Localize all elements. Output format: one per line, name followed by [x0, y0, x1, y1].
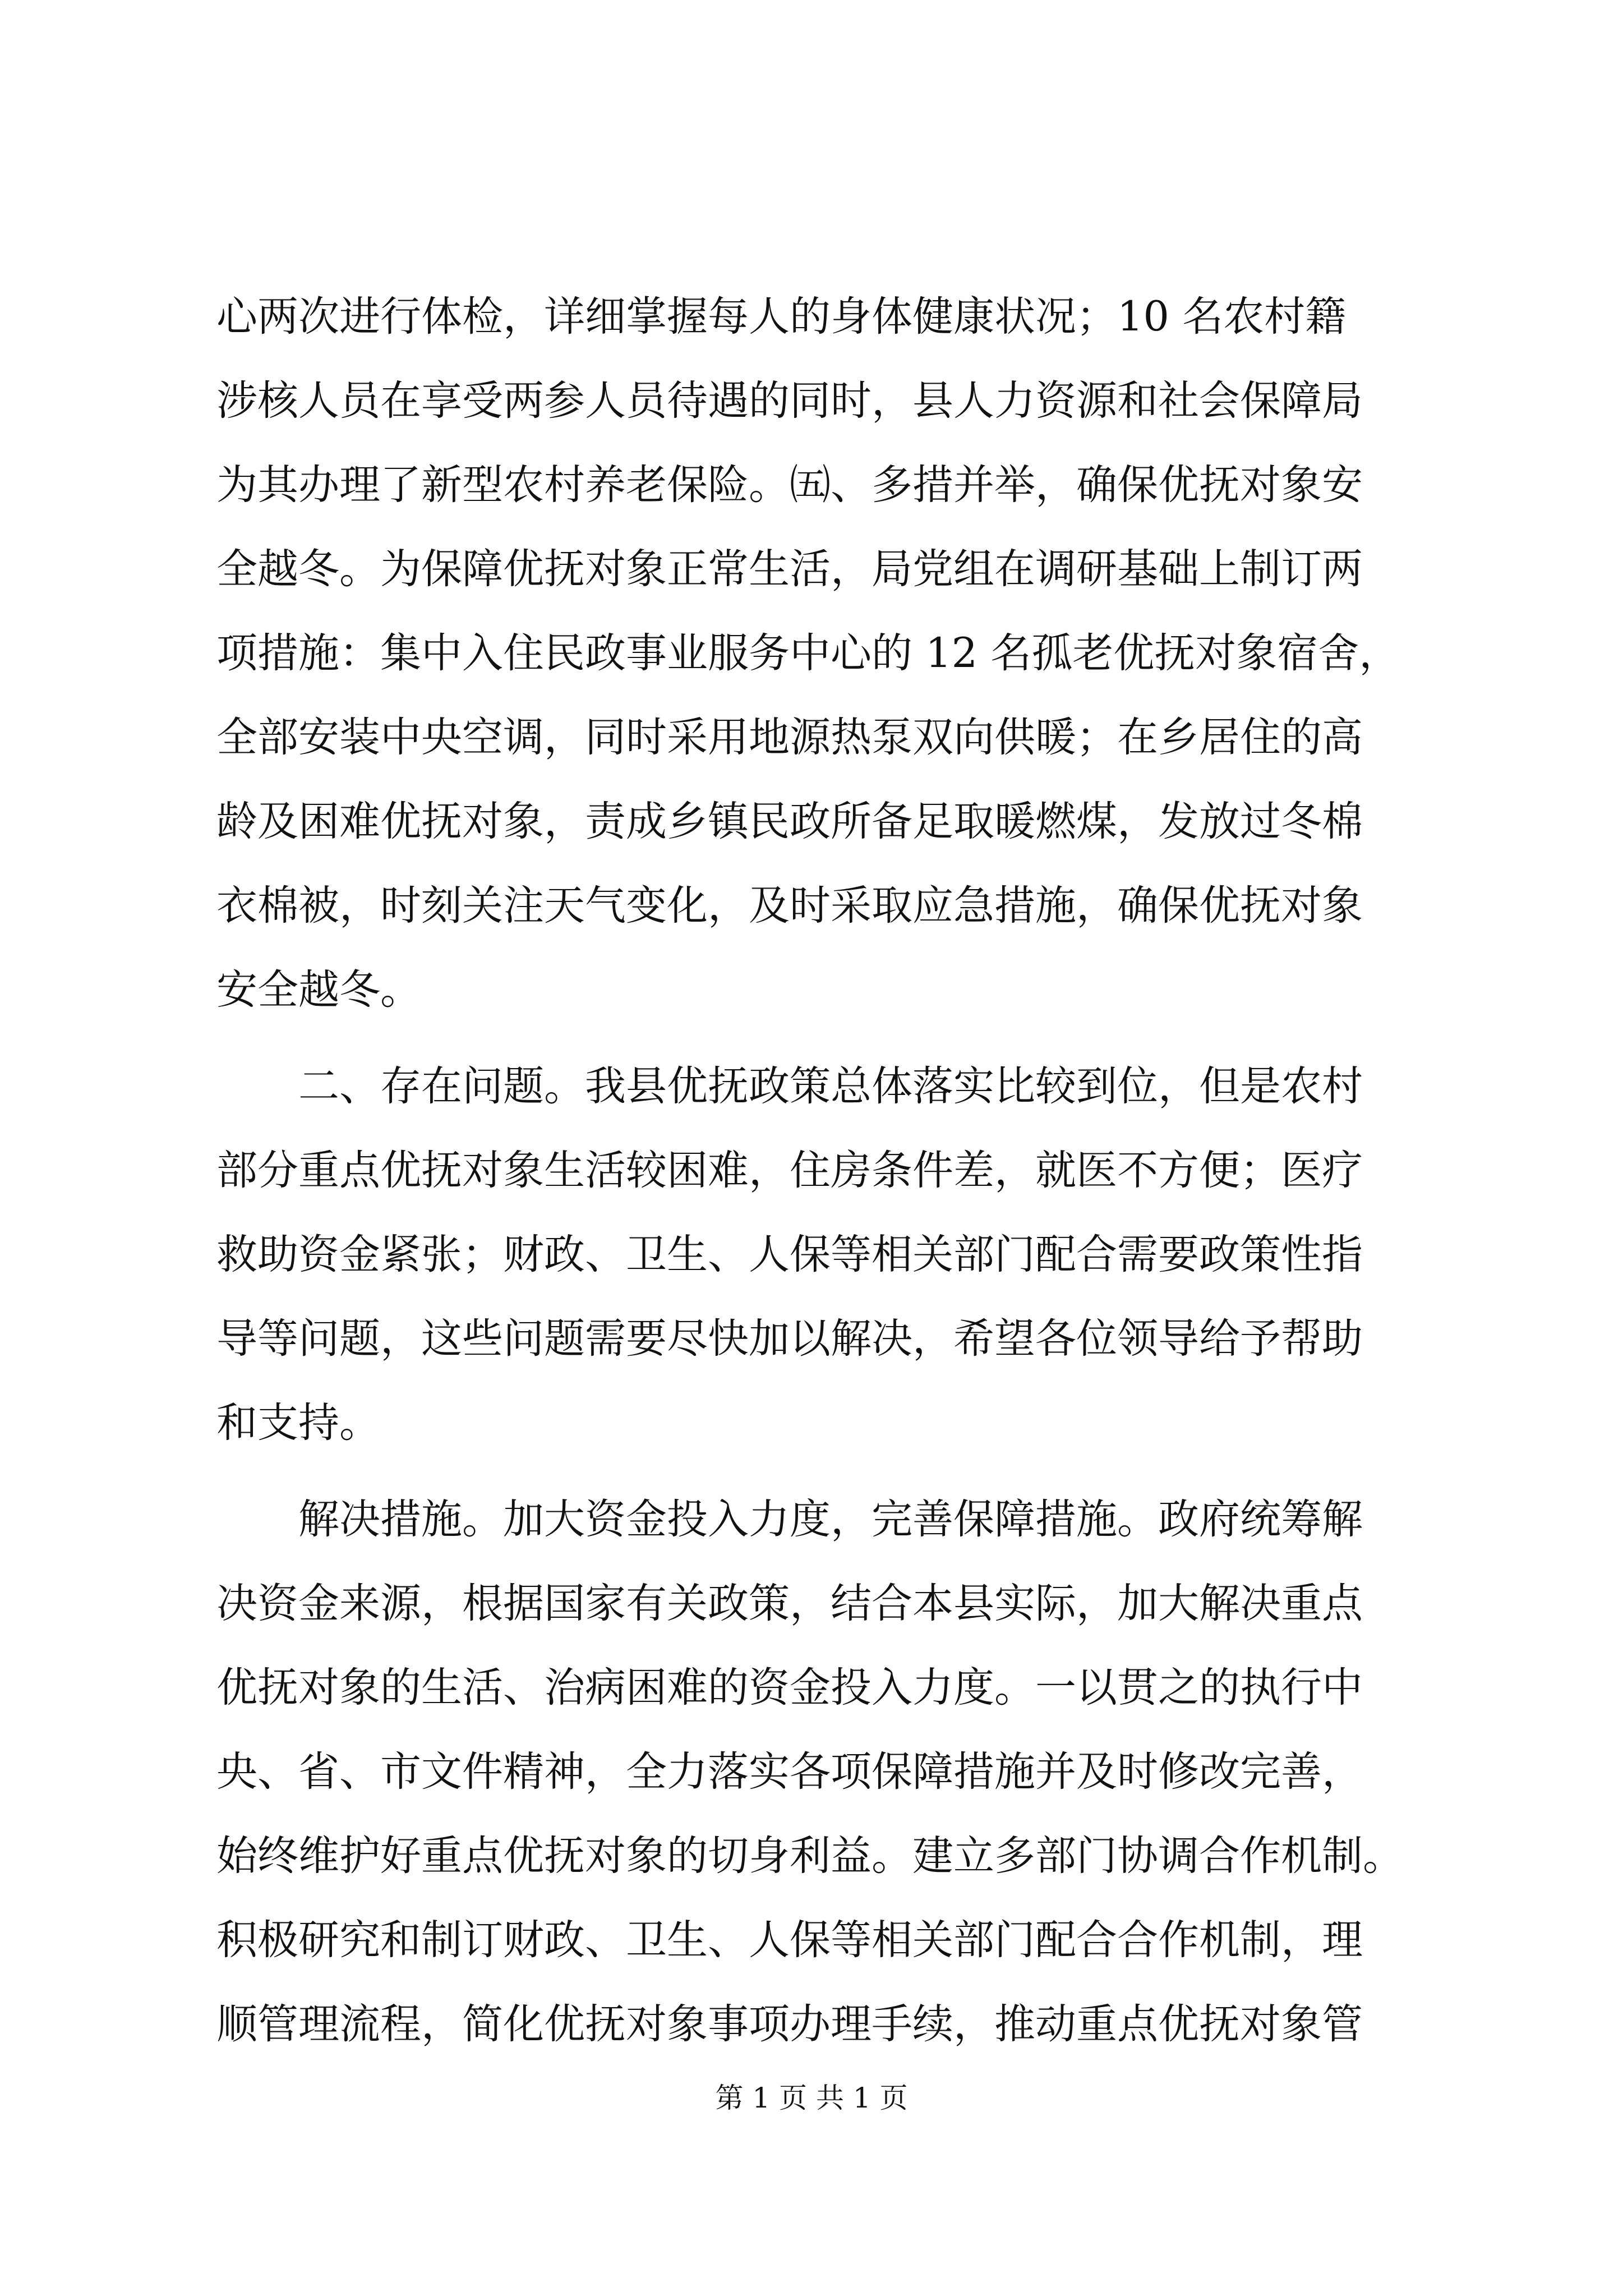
- text-line: 优抚对象的生活、治病困难的资金投入力度。一以贯之的执行中: [216, 1664, 1363, 1711]
- text-line: 解决措施。加大资金投入力度，完善保障措施。政府统筹解: [298, 1496, 1363, 1543]
- text-line: 涉核人员在享受两参人员待遇的同时，县人力资源和社会保障局: [216, 377, 1363, 425]
- text-line: 和支持。: [216, 1399, 380, 1447]
- text-line: 全越冬。为保障优抚对象正常生活，局党组在调研基础上制订两: [216, 545, 1363, 593]
- text-line: 顺管理流程，简化优抚对象事项办理手续，推动重点优抚对象管: [216, 2000, 1363, 2048]
- text-line: 全部安装中央空调，同时采用地源热泵双向供暖；在乡居住的高: [216, 714, 1363, 761]
- text-line: 决资金来源，根据国家有关政策，结合本县实际，加大解决重点: [216, 1580, 1363, 1627]
- text-line: 部分重点优抚对象生活较困难，住房条件差，就医不方便；医疗: [216, 1147, 1363, 1194]
- text-line: 心两次进行体检，详细掌握每人的身体健康状况；10 名农村籍: [216, 293, 1347, 341]
- page-footer: [0, 2076, 1623, 2116]
- document-body: [216, 275, 1433, 2067]
- text-line: 导等问题，这些问题需要尽快加以解决，希望各位领导给予帮助: [216, 1315, 1363, 1363]
- paragraph-spacer: [216, 1465, 1433, 1478]
- text-line: 央、省、市文件精神，全力落实各项保障措施并及时修改完善，: [216, 1748, 1363, 1796]
- paragraph-3: [216, 1478, 1433, 2067]
- text-line: 积极研究和制订财政、卫生、人保等相关部门配合合作机制，理: [216, 1916, 1363, 1964]
- text-line: 龄及困难优抚对象，责成乡镇民政所备足取暖燃煤，发放过冬棉: [216, 798, 1363, 845]
- page-number: 第 1 页 共 1 页: [715, 2082, 908, 2114]
- paragraph-spacer: [216, 1032, 1433, 1045]
- text-line: 救助资金紧张；财政、卫生、人保等相关部门配合需要政策性指: [216, 1231, 1363, 1278]
- paragraph-1: [216, 275, 1433, 1032]
- text-line: 安全越冬。: [216, 966, 421, 1014]
- text-line: 项措施：集中入住民政事业服务中心的 12 名孤老优抚对象宿舍，: [216, 629, 1400, 677]
- text-line: 二、存在问题。我县优抚政策总体落实比较到位，但是农村: [298, 1062, 1363, 1110]
- text-line: 为其办理了新型农村养老保险。㈤、多措并举，确保优抚对象安: [216, 461, 1363, 509]
- paragraph-2: [216, 1045, 1433, 1465]
- text-line: 衣棉被，时刻关注天气变化，及时采取应急措施，确保优抚对象: [216, 882, 1363, 930]
- text-line: 始终维护好重点优抚对象的切身利益。建立多部门协调合作机制。: [216, 1832, 1404, 1880]
